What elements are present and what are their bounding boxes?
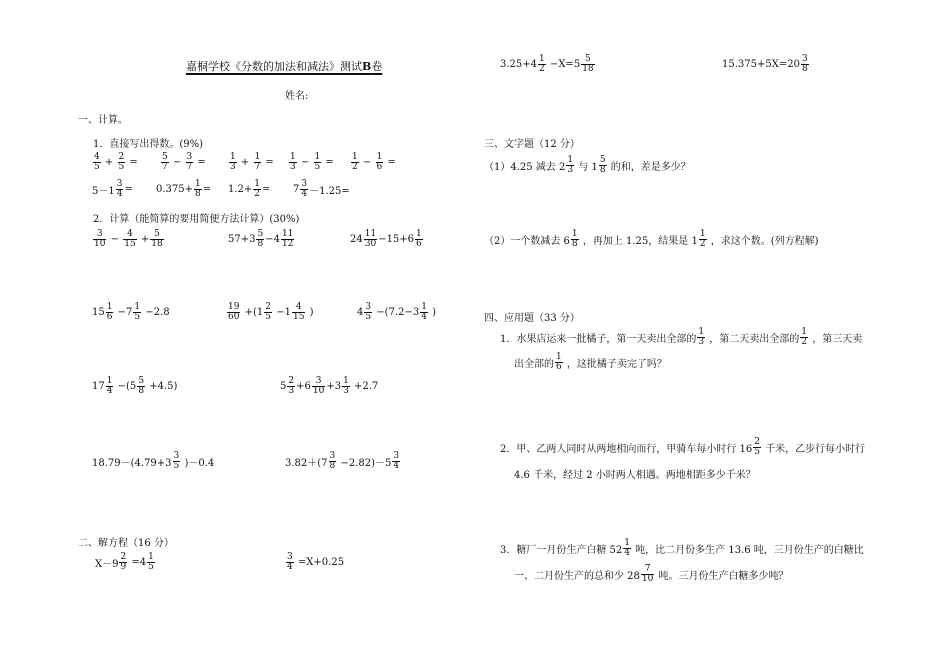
fraction: [147, 553, 155, 572]
numerator: 3: [301, 179, 308, 189]
expression-text: =: [262, 184, 271, 195]
fraction: [281, 230, 294, 249]
fraction: [106, 377, 114, 396]
expression-text: +: [104, 157, 114, 168]
application-problem-3-line-2: [514, 565, 789, 584]
expression-text: 18.79－(4.79+3: [92, 458, 172, 469]
numerator: 2: [265, 302, 272, 312]
denominator: 8: [571, 239, 578, 249]
fraction: [364, 303, 372, 322]
application-problem-1-line-1: [500, 328, 862, 347]
fraction: [566, 156, 574, 175]
fraction: [697, 328, 705, 347]
calc-item-3: [350, 230, 424, 249]
direct-item-h: [228, 180, 270, 199]
expression-text: −(5: [117, 381, 137, 392]
numerator: 1: [416, 229, 422, 239]
denominator: 6: [416, 239, 422, 249]
denominator: 2: [254, 189, 261, 199]
expression-text: =: [387, 157, 396, 168]
expression-text: −: [110, 234, 120, 245]
application-problem-2-line-2: 4.6 千米，经过 2 小时两人相遇。两地相距多少千米？: [514, 470, 756, 481]
expression-text: （1）4.25 减去 2: [484, 162, 566, 173]
denominator: 3: [288, 386, 295, 396]
fraction: [289, 153, 297, 172]
numerator: 1: [539, 54, 545, 64]
denominator: 4: [106, 386, 113, 396]
fraction: [571, 230, 579, 249]
fraction: [641, 565, 654, 584]
expression-text: 吨，比二月份多生产 13.6 吨，三月份生产的白糖比: [635, 545, 864, 556]
fraction: [150, 230, 163, 249]
numerator: 2: [120, 552, 127, 562]
expression-text: =: [129, 157, 138, 168]
denominator: 5: [118, 162, 125, 172]
expression-text: 57+3: [228, 234, 256, 245]
fraction: [194, 180, 202, 199]
numerator: 3: [287, 552, 293, 562]
numerator: 1: [699, 229, 706, 239]
denominator: 10: [641, 574, 654, 584]
numerator: 1: [134, 302, 141, 312]
denominator: 18: [151, 239, 163, 249]
expression-text: 0.375+: [156, 184, 194, 195]
direct-item-e: [350, 153, 396, 172]
numerator: 1: [290, 152, 296, 162]
denominator: 15: [292, 312, 305, 322]
denominator: 2: [801, 337, 808, 347]
numerator: 5: [599, 155, 606, 165]
denominator: 12: [281, 239, 294, 249]
word-problem-1: [484, 156, 691, 175]
numerator: 7: [644, 564, 651, 574]
fraction: [256, 230, 264, 249]
fraction: [287, 377, 295, 396]
fraction: [123, 230, 136, 249]
numerator: 1: [376, 152, 383, 162]
numerator: 5: [162, 152, 168, 162]
numerator: 1: [230, 152, 236, 162]
expression-text: =X+0.25: [297, 557, 345, 568]
calc-item-10: [285, 452, 401, 471]
fraction: [93, 153, 101, 172]
expression-text: −: [362, 157, 372, 168]
expression-text: 千米，乙步行每小时行: [765, 444, 866, 455]
calc-item-4: [92, 303, 170, 322]
expression-text: 与 1: [578, 162, 598, 173]
calc-item-8: [280, 377, 378, 396]
fraction: [161, 153, 169, 172]
expression-text: )－0.4: [184, 458, 215, 469]
denominator: 6: [376, 162, 383, 172]
expression-text: 17: [92, 381, 105, 392]
denominator: 6: [106, 312, 113, 322]
expression-text: －1.25=: [309, 186, 350, 197]
numerator: 11: [364, 229, 377, 239]
numerator: 4: [94, 152, 100, 162]
expression-text: +2.7: [353, 381, 379, 392]
expression-text: 24: [350, 234, 363, 245]
expression-text: −2.8: [145, 307, 170, 318]
expression-text: +(1: [244, 307, 264, 318]
expression-text: 1．水果店运来一批橘子，第一天卖出全部的: [500, 334, 697, 345]
equation-1: [95, 553, 156, 572]
fraction: [392, 452, 400, 471]
numerator: 1: [352, 152, 358, 162]
numerator: 11: [281, 229, 294, 239]
expression-text: 3.82＋(7: [285, 458, 328, 469]
application-problem-3-line-1: [500, 539, 864, 558]
expression-text: ): [309, 307, 314, 318]
expression-text: （2）一个数减去 6: [484, 236, 570, 247]
denominator: 7: [254, 162, 261, 172]
fraction: [415, 230, 423, 249]
numerator: 3: [801, 54, 808, 64]
denominator: 6: [556, 362, 562, 372]
denominator: 5: [754, 447, 760, 457]
numerator: 3: [173, 451, 180, 461]
fraction: [227, 303, 240, 322]
direct-item-a: [92, 153, 138, 172]
denominator: 2: [352, 162, 358, 172]
section-calc-heading: 一、计算。: [78, 115, 128, 126]
expression-text: +6: [296, 381, 311, 392]
fraction: [254, 153, 262, 172]
fraction: [599, 156, 607, 175]
numerator: 3: [393, 451, 400, 461]
denominator: 8: [195, 189, 201, 199]
denominator: 8: [329, 461, 336, 471]
denominator: 4: [393, 461, 400, 471]
fraction: [292, 303, 305, 322]
denominator: 3: [343, 386, 349, 396]
application-problem-2-line-1: [500, 438, 865, 457]
numerator: 1: [698, 327, 705, 337]
fraction: [133, 303, 141, 322]
fraction: [329, 452, 337, 471]
expression-text: −X=5: [549, 59, 581, 70]
numerator: 1: [148, 552, 154, 562]
denominator: 7: [186, 162, 193, 172]
expression-text: 7: [293, 184, 300, 195]
numerator: 1: [254, 152, 261, 162]
fraction: [351, 153, 359, 172]
section-word-problems-heading: 三、文字题（12 分）: [484, 139, 580, 150]
fraction: [555, 353, 563, 372]
expression-text: 3.25+4: [500, 59, 538, 70]
expression-text: −: [300, 157, 310, 168]
denominator: 30: [364, 239, 377, 249]
expression-text: −7: [117, 307, 133, 318]
fraction: [186, 153, 194, 172]
numerator: 1: [556, 352, 562, 362]
numerator: 3: [329, 451, 336, 461]
fraction: [286, 553, 294, 572]
numerator: 3: [186, 152, 193, 162]
denominator: 8: [257, 239, 264, 249]
expression-text: =: [202, 184, 212, 195]
fraction: [173, 452, 181, 471]
denominator: 5: [94, 162, 100, 172]
numerator: 1: [254, 179, 261, 189]
denominator: 3: [698, 337, 705, 347]
word-problem-2: [484, 230, 819, 249]
denominator: 3: [567, 165, 574, 175]
denominator: 4: [421, 312, 427, 322]
numerator: 19: [228, 302, 240, 312]
denominator: 5: [148, 562, 154, 572]
name-label: 姓名:: [285, 91, 309, 102]
numerator: 3: [96, 229, 103, 239]
expression-text: −: [172, 157, 182, 168]
fraction: [801, 55, 809, 74]
denominator: 8: [599, 165, 606, 175]
direct-item-g: [156, 180, 211, 199]
direct-item-b: [160, 153, 206, 172]
expression-text: 3．糖厂一月份生产白糖 52: [500, 545, 623, 556]
numerator: 2: [118, 152, 125, 162]
calc-item-9: [92, 452, 214, 471]
expression-text: ): [432, 307, 437, 318]
subsection-compute-heading: 2．计算（能简算的要用简便方法计算）(30%): [93, 214, 300, 225]
expression-text: ，这批橘子卖完了吗？: [566, 359, 667, 370]
fraction: [699, 230, 707, 249]
fraction: [93, 230, 106, 249]
expression-text: −2.82)－5: [340, 458, 392, 469]
expression-text: ，第二天卖出全部的: [709, 334, 800, 345]
equation-4: [722, 55, 810, 74]
expression-text: ，第三天卖: [812, 334, 863, 345]
denominator: 60: [228, 312, 240, 322]
expression-text: 15: [92, 307, 105, 318]
fraction: [116, 180, 124, 199]
expression-text: 15.375+5X=20: [722, 59, 800, 70]
expression-text: −4: [265, 234, 280, 245]
calc-item-6: [357, 303, 436, 322]
numerator: 1: [195, 179, 201, 189]
numerator: 4: [295, 302, 302, 312]
numerator: 4: [127, 229, 133, 239]
calc-item-2: [228, 230, 295, 249]
expression-text: +: [140, 234, 150, 245]
numerator: 2: [288, 376, 295, 386]
denominator: 4: [301, 189, 308, 199]
section-equations-heading: 二、解方程（16 分）: [78, 538, 174, 549]
expression-text: −15+6: [378, 234, 415, 245]
denominator: 8: [801, 64, 808, 74]
fraction: [253, 180, 261, 199]
numerator: 5: [257, 229, 264, 239]
calc-item-7: [92, 377, 177, 396]
numerator: 1: [567, 155, 574, 165]
fraction: [420, 303, 428, 322]
expression-text: =4: [131, 557, 147, 568]
expression-text: 2．甲、乙两人同时从两地相向而行，甲骑车每小时行 16: [500, 444, 753, 455]
expression-text: ，再加上 1.25，结果是 1: [582, 236, 698, 247]
expression-text: 4: [357, 307, 364, 318]
fraction: [264, 303, 272, 322]
fraction: [753, 438, 761, 457]
numerator: 1: [106, 302, 113, 312]
expression-text: 的和，差是多少？: [610, 162, 691, 173]
numerator: 1: [571, 229, 578, 239]
numerator: 3: [365, 302, 372, 312]
numerator: 1: [106, 376, 113, 386]
denominator: 10: [312, 386, 325, 396]
expression-text: 1.2+: [228, 184, 253, 195]
fraction: [342, 377, 350, 396]
fraction: [376, 153, 384, 172]
denominator: 10: [94, 239, 106, 249]
fraction: [364, 230, 377, 249]
expression-text: 出全部的: [514, 359, 554, 370]
numerator: 1: [624, 538, 630, 548]
numerator: 5: [138, 376, 145, 386]
fraction: [137, 377, 145, 396]
denominator: 5: [265, 312, 272, 322]
expression-text: +4.5): [149, 381, 178, 392]
denominator: 7: [162, 162, 168, 172]
page-title: 嘉桐学校《分数的加法和减法》测试B卷: [186, 60, 383, 73]
denominator: 18: [582, 64, 594, 74]
fraction: [538, 55, 546, 74]
fraction: [119, 553, 127, 572]
denominator: 8: [138, 386, 145, 396]
numerator: 1: [421, 302, 427, 312]
denominator: 4: [287, 562, 293, 572]
numerator: 5: [154, 229, 160, 239]
numerator: 2: [754, 437, 760, 447]
denominator: 2: [699, 239, 706, 249]
fraction: [312, 377, 325, 396]
numerator: 1: [801, 327, 808, 337]
numerator: 1: [314, 152, 321, 162]
expression-text: =: [265, 157, 274, 168]
direct-item-d: [288, 153, 334, 172]
expression-text: 5－1: [92, 186, 115, 197]
denominator: 4: [624, 548, 630, 558]
numerator: 1: [343, 376, 349, 386]
expression-text: −(7.2−3: [376, 307, 420, 318]
expression-text: 一、二月份生产的总和少 28: [514, 571, 640, 582]
calc-item-1: [92, 230, 165, 249]
expression-text: =: [124, 184, 133, 195]
denominator: 3: [230, 162, 236, 172]
expression-text: =: [197, 157, 206, 168]
denominator: 5: [365, 312, 372, 322]
denominator: 9: [120, 562, 127, 572]
numerator: 3: [116, 179, 123, 189]
expression-text: +: [240, 157, 250, 168]
denominator: 3: [290, 162, 296, 172]
fraction: [581, 55, 594, 74]
numerator: 3: [315, 376, 322, 386]
direct-item-c: [228, 153, 274, 172]
denominator: 5: [134, 312, 141, 322]
fraction: [300, 180, 308, 199]
expression-text: ，求这个数。(列方程解): [710, 236, 819, 247]
section-application-heading: 四、应用题（33 分）: [484, 313, 580, 324]
equation-2: [285, 553, 344, 572]
expression-text: X－9: [95, 559, 119, 570]
denominator: 2: [539, 64, 545, 74]
expression-text: =: [325, 157, 334, 168]
expression-text: −1: [276, 307, 291, 318]
direct-item-i: [293, 180, 350, 199]
fraction: [314, 153, 322, 172]
fraction: [229, 153, 237, 172]
expression-text: +3: [326, 381, 342, 392]
subsection-direct-heading: 1．直接写出得数。(9%): [93, 139, 204, 150]
application-problem-1-line-2: [514, 353, 667, 372]
denominator: 4: [116, 189, 123, 199]
direct-item-f: [92, 180, 133, 199]
equation-3: [500, 55, 596, 74]
fraction: [623, 539, 631, 558]
fraction: [800, 328, 808, 347]
denominator: 5: [173, 461, 180, 471]
fraction: [106, 303, 114, 322]
numerator: 5: [585, 54, 591, 64]
expression-text: 5: [280, 381, 287, 392]
expression-text: 吨。三月份生产白糖多少吨？: [658, 571, 789, 582]
denominator: 5: [314, 162, 321, 172]
calc-item-5: [226, 303, 314, 322]
fraction: [118, 153, 126, 172]
denominator: 15: [124, 239, 136, 249]
